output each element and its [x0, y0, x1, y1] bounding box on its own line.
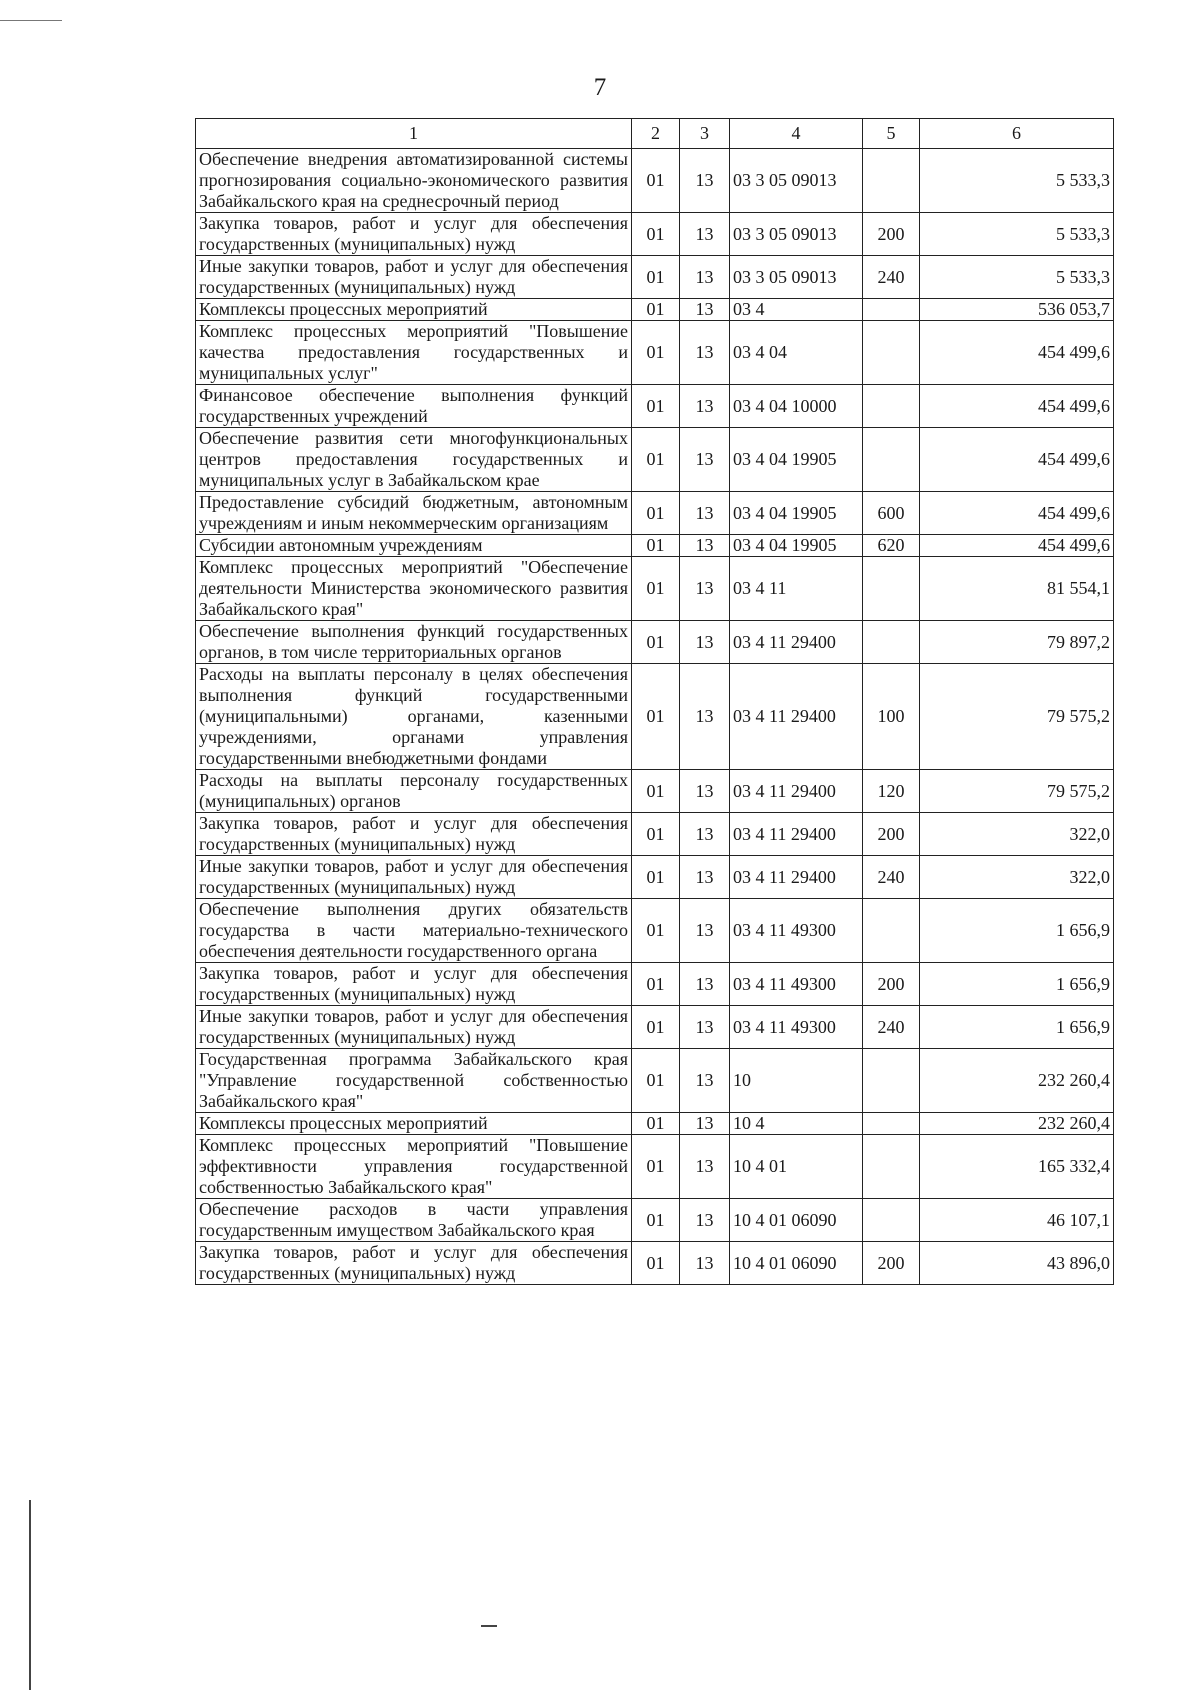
row-col-3: 13 [680, 813, 730, 856]
row-amount: 1 656,9 [920, 899, 1114, 963]
table-row [196, 299, 1114, 321]
row-expense-type [863, 621, 920, 664]
row-classifier-code: 03 4 [730, 299, 863, 321]
row-expense-type [863, 1049, 920, 1113]
row-name: Обеспечение внедрения автоматизированной системы прогнозирования социально-экономического развития Забайкальского края на среднесрочный период [196, 149, 632, 213]
table-row [196, 963, 1114, 1006]
row-classifier-code: 03 4 11 [730, 557, 863, 621]
row-classifier-code: 03 4 11 29400 [730, 856, 863, 899]
row-col-3: 13 [680, 1113, 730, 1135]
row-expense-type: 600 [863, 492, 920, 535]
table-row [196, 428, 1114, 492]
row-expense-type [863, 1135, 920, 1199]
budget-table [195, 118, 1114, 1285]
row-name: Обеспечение развития сети многофункциональных центров предоставления государственных и муниципальных услуг в Забайкальском крае [196, 428, 632, 492]
row-amount: 454 499,6 [920, 535, 1114, 557]
row-classifier-code: 03 4 11 29400 [730, 770, 863, 813]
row-col-3: 13 [680, 856, 730, 899]
row-col-2: 01 [632, 856, 680, 899]
row-expense-type [863, 385, 920, 428]
row-classifier-code: 03 4 04 19905 [730, 428, 863, 492]
table-row [196, 1113, 1114, 1135]
table-row [196, 213, 1114, 256]
row-col-2: 01 [632, 299, 680, 321]
row-col-3: 13 [680, 1049, 730, 1113]
row-amount: 232 260,4 [920, 1049, 1114, 1113]
row-name: Комплексы процессных мероприятий [196, 1113, 632, 1135]
row-amount: 322,0 [920, 813, 1114, 856]
row-col-2: 01 [632, 1199, 680, 1242]
row-col-3: 13 [680, 492, 730, 535]
row-expense-type [863, 428, 920, 492]
row-name: Комплекс процессных мероприятий "Повышение эффективности управления государственной собственностью Забайкальского края" [196, 1135, 632, 1199]
row-classifier-code: 03 4 11 49300 [730, 899, 863, 963]
scan-left-edge [29, 1500, 31, 1690]
row-name: Субсидии автономным учреждениям [196, 535, 632, 557]
row-classifier-code: 03 4 04 19905 [730, 492, 863, 535]
scan-bottom-dash [481, 1625, 497, 1627]
table-row [196, 664, 1114, 770]
row-classifier-code: 03 3 05 09013 [730, 213, 863, 256]
row-col-2: 01 [632, 664, 680, 770]
row-col-2: 01 [632, 385, 680, 428]
row-amount: 79 575,2 [920, 770, 1114, 813]
row-classifier-code: 03 4 11 29400 [730, 664, 863, 770]
row-classifier-code: 03 4 04 19905 [730, 535, 863, 557]
table-row [196, 621, 1114, 664]
row-col-3: 13 [680, 557, 730, 621]
row-name: Государственная программа Забайкальского края "Управление государственной собственностью Забайкальского края" [196, 1049, 632, 1113]
row-col-2: 01 [632, 1113, 680, 1135]
row-col-2: 01 [632, 149, 680, 213]
row-amount: 5 533,3 [920, 213, 1114, 256]
header-col-1: 1 [196, 119, 632, 149]
row-name: Закупка товаров, работ и услуг для обеспечения государственных (муниципальных) нужд [196, 813, 632, 856]
row-col-2: 01 [632, 492, 680, 535]
row-col-3: 13 [680, 1006, 730, 1049]
table-row [196, 557, 1114, 621]
row-col-3: 13 [680, 428, 730, 492]
row-col-3: 13 [680, 621, 730, 664]
table-row [196, 321, 1114, 385]
row-classifier-code: 03 4 11 29400 [730, 621, 863, 664]
row-col-3: 13 [680, 963, 730, 1006]
row-expense-type [863, 1113, 920, 1135]
row-amount: 79 897,2 [920, 621, 1114, 664]
header-col-5: 5 [863, 119, 920, 149]
row-expense-type [863, 321, 920, 385]
row-col-2: 01 [632, 770, 680, 813]
table-row [196, 256, 1114, 299]
row-expense-type [863, 299, 920, 321]
table-row [196, 770, 1114, 813]
table-row [196, 856, 1114, 899]
row-name: Закупка товаров, работ и услуг для обеспечения государственных (муниципальных) нужд [196, 1242, 632, 1285]
table-row [196, 1199, 1114, 1242]
row-name: Иные закупки товаров, работ и услуг для обеспечения государственных (муниципальных) нужд [196, 256, 632, 299]
row-expense-type [863, 149, 920, 213]
row-name: Комплекс процессных мероприятий "Повышение качества предоставления государственных и муниципальных услуг" [196, 321, 632, 385]
row-amount: 322,0 [920, 856, 1114, 899]
row-classifier-code: 03 4 11 49300 [730, 963, 863, 1006]
row-expense-type [863, 1199, 920, 1242]
row-col-2: 01 [632, 621, 680, 664]
row-classifier-code: 03 4 04 10000 [730, 385, 863, 428]
row-expense-type: 200 [863, 813, 920, 856]
row-expense-type [863, 899, 920, 963]
row-col-3: 13 [680, 299, 730, 321]
row-amount: 46 107,1 [920, 1199, 1114, 1242]
table-row [196, 385, 1114, 428]
row-expense-type: 200 [863, 1242, 920, 1285]
row-col-3: 13 [680, 256, 730, 299]
row-amount: 232 260,4 [920, 1113, 1114, 1135]
row-col-2: 01 [632, 321, 680, 385]
row-name: Обеспечение выполнения функций государственных органов, в том числе территориальных органов [196, 621, 632, 664]
row-expense-type: 240 [863, 856, 920, 899]
row-name: Комплекс процессных мероприятий "Обеспечение деятельности Министерства экономического развития Забайкальского края" [196, 557, 632, 621]
row-col-2: 01 [632, 899, 680, 963]
row-name: Иные закупки товаров, работ и услуг для обеспечения государственных (муниципальных) нужд [196, 1006, 632, 1049]
row-col-2: 01 [632, 213, 680, 256]
table-row [196, 1135, 1114, 1199]
header-col-6: 6 [920, 119, 1114, 149]
row-col-3: 13 [680, 1199, 730, 1242]
row-name: Обеспечение расходов в части управления государственным имуществом Забайкальского края [196, 1199, 632, 1242]
row-amount: 1 656,9 [920, 1006, 1114, 1049]
row-name: Обеспечение выполнения других обязательств государства в части материально-технического обеспечения деятельности государственного органа [196, 899, 632, 963]
table-row [196, 813, 1114, 856]
row-name: Комплексы процессных мероприятий [196, 299, 632, 321]
row-name: Закупка товаров, работ и услуг для обеспечения государственных (муниципальных) нужд [196, 213, 632, 256]
row-name: Предоставление субсидий бюджетным, автономным учреждениям и иным некоммерческим организациям [196, 492, 632, 535]
row-name: Иные закупки товаров, работ и услуг для обеспечения государственных (муниципальных) нужд [196, 856, 632, 899]
table-row [196, 149, 1114, 213]
row-amount: 1 656,9 [920, 963, 1114, 1006]
scan-edge-mark [0, 20, 62, 21]
row-name: Закупка товаров, работ и услуг для обеспечения государственных (муниципальных) нужд [196, 963, 632, 1006]
table-row [196, 1242, 1114, 1285]
row-expense-type: 240 [863, 1006, 920, 1049]
row-amount: 454 499,6 [920, 321, 1114, 385]
row-col-2: 01 [632, 535, 680, 557]
row-name: Финансовое обеспечение выполнения функций государственных учреждений [196, 385, 632, 428]
row-col-3: 13 [680, 213, 730, 256]
row-classifier-code: 03 4 11 29400 [730, 813, 863, 856]
table-row [196, 899, 1114, 963]
row-expense-type: 240 [863, 256, 920, 299]
row-classifier-code: 10 [730, 1049, 863, 1113]
table-row [196, 1006, 1114, 1049]
row-classifier-code: 03 4 04 [730, 321, 863, 385]
table-row [196, 535, 1114, 557]
row-classifier-code: 10 4 01 06090 [730, 1199, 863, 1242]
row-col-2: 01 [632, 256, 680, 299]
row-col-2: 01 [632, 428, 680, 492]
header-col-2: 2 [632, 119, 680, 149]
row-col-3: 13 [680, 664, 730, 770]
row-col-3: 13 [680, 149, 730, 213]
row-col-2: 01 [632, 813, 680, 856]
row-col-2: 01 [632, 1135, 680, 1199]
table-row [196, 492, 1114, 535]
row-amount: 165 332,4 [920, 1135, 1114, 1199]
row-col-3: 13 [680, 899, 730, 963]
row-expense-type: 120 [863, 770, 920, 813]
row-expense-type [863, 557, 920, 621]
row-col-2: 01 [632, 963, 680, 1006]
row-col-3: 13 [680, 321, 730, 385]
row-expense-type: 100 [863, 664, 920, 770]
row-classifier-code: 03 4 11 49300 [730, 1006, 863, 1049]
row-expense-type: 200 [863, 963, 920, 1006]
row-name: Расходы на выплаты персоналу государственных (муниципальных) органов [196, 770, 632, 813]
row-col-2: 01 [632, 557, 680, 621]
row-col-2: 01 [632, 1242, 680, 1285]
row-amount: 454 499,6 [920, 385, 1114, 428]
row-classifier-code: 10 4 01 06090 [730, 1242, 863, 1285]
row-amount: 43 896,0 [920, 1242, 1114, 1285]
row-amount: 454 499,6 [920, 492, 1114, 535]
page-number: 7 [593, 74, 607, 101]
row-amount: 536 053,7 [920, 299, 1114, 321]
row-col-3: 13 [680, 385, 730, 428]
row-classifier-code: 03 3 05 09013 [730, 149, 863, 213]
row-col-2: 01 [632, 1049, 680, 1113]
row-amount: 81 554,1 [920, 557, 1114, 621]
row-amount: 5 533,3 [920, 149, 1114, 213]
row-expense-type: 200 [863, 213, 920, 256]
row-amount: 454 499,6 [920, 428, 1114, 492]
table-header-row [196, 119, 1114, 149]
row-col-2: 01 [632, 1006, 680, 1049]
row-classifier-code: 10 4 01 [730, 1135, 863, 1199]
row-col-3: 13 [680, 770, 730, 813]
row-amount: 5 533,3 [920, 256, 1114, 299]
row-col-3: 13 [680, 535, 730, 557]
row-col-3: 13 [680, 1242, 730, 1285]
row-classifier-code: 03 3 05 09013 [730, 256, 863, 299]
row-amount: 79 575,2 [920, 664, 1114, 770]
row-classifier-code: 10 4 [730, 1113, 863, 1135]
header-col-4: 4 [730, 119, 863, 149]
header-col-3: 3 [680, 119, 730, 149]
row-name: Расходы на выплаты персоналу в целях обеспечения выполнения функций государственными (муниципальными) органами, казенными учреждениями, органами управления государственными внебюджетными фондами [196, 664, 632, 770]
table-row [196, 1049, 1114, 1113]
row-col-3: 13 [680, 1135, 730, 1199]
row-expense-type: 620 [863, 535, 920, 557]
